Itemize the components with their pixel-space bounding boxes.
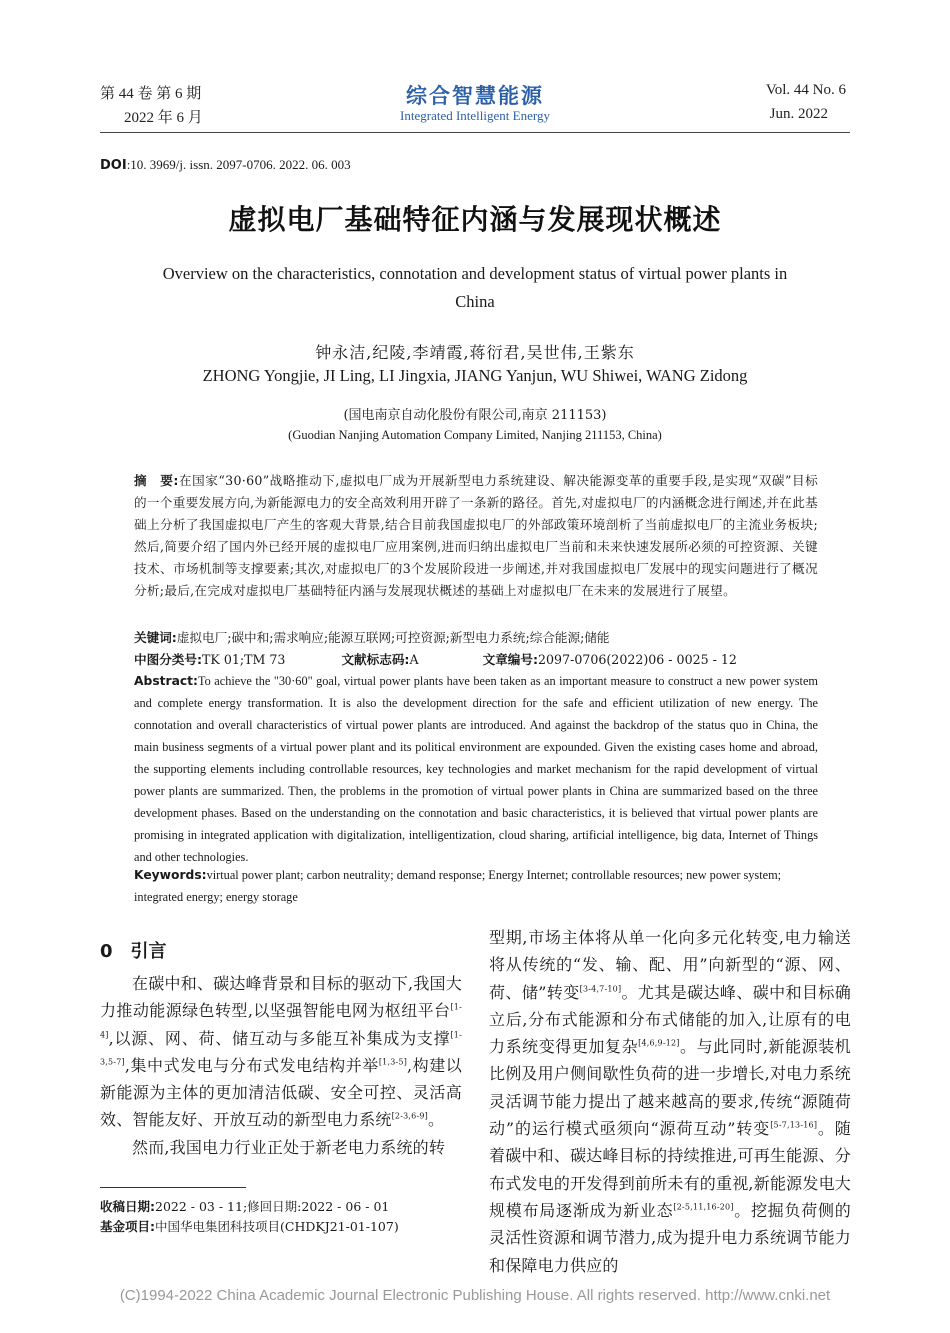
date-en: Jun. 2022 <box>769 106 828 122</box>
date-cn: 2022 年 6 月 <box>124 110 203 126</box>
abstract-en-label: Abstract: <box>134 674 198 688</box>
paper-title-en: Overview on the characteristics, connotation and development status of virtual power plants in China <box>162 264 788 311</box>
keywords-en-label: Keywords: <box>134 868 207 882</box>
text-run: 。与此同时,新能源装机比例及用户侧间歇性负荷的进一步增长,对电力系统灵活调节能力提出了越来越高的要求,传统“源随荷动”的运行模式亟须向“源荷互动”转变 <box>489 1037 851 1139</box>
citation: [4,6,9-12] <box>638 1038 680 1048</box>
article-no-value: 2097-0706(2022)06 - 0025 - 12 <box>538 652 737 667</box>
text-run: 。尤其是碳达峰、碳中和目标确立后,分布式能源和分布式储能的加入,让原有的电力系统变得更加复杂 <box>489 982 851 1057</box>
copyright-footer: (C)1994-2022 China Academic Journal Electronic Publishing House. All rights reserved. http://www.cnki.net <box>119 1287 831 1304</box>
clc-value: TK 01;TM 73 <box>202 652 286 667</box>
clc-label: 中图分类号: <box>134 652 203 667</box>
text-run: 型期,市场主体将从单一化向多元化转变,电力输送将从传统的“发、输、配、用”向新型的“源、网、荷、储”转变 <box>489 928 851 1002</box>
classification-line <box>134 649 818 668</box>
article-no-label: 文章编号: <box>482 652 539 667</box>
footnote-rule <box>100 1187 246 1188</box>
abstract-en-text: To achieve the "30·60" goal, virtual power plants have been taken as an important measure to construct a new power system and complete energy transformation. It is also the development direction for the safe and efficient utilization of new energy. The connotation and overall characteristics of virtual power plants are introduced. And against the backdrop of the status quo in China, the main business segments of a virtual power plant and its political environment are expounded. Given the existing cases home and abroad, the supporting elements including controllable resources, key technologies and market mechanism for the rapid development of virtual power plants are summarized. Then, the problems in the promotion of virtual power plants in China are summarized based on the three development phases. Based on the understanding on the connotation and basic characteristics, it is believed that virtual power plants are promising in integrated application with digitalization, intelligentization, cloud sharing, artificial intelligence, big data, Internet of Things and other technologies. <box>134 674 818 864</box>
text-run: 。随着碳中和、碳达峰目标的持续推进,可再生能源、分布式发电的开发得到前所未有的重视,新能源发电大规模布局逐渐成为新业态 <box>489 1119 852 1220</box>
footnote-dates <box>100 1197 389 1215</box>
abstract-cn <box>134 470 818 602</box>
text-run: 在碳中和、碳达峰背景和目标的驱动下,我国大力推动能源绿色转型,以坚强智能电网为枢纽平台 <box>100 974 462 1021</box>
paragraph <box>489 924 851 1279</box>
volume-issue-cn: 第 44 卷 第 6 期 <box>100 86 202 102</box>
section-number: 0 <box>100 941 113 962</box>
text-run: ,以源、网、荷、储互动与多能互补集成为支撑 <box>108 1028 451 1048</box>
section-heading <box>100 937 185 963</box>
paper-title-cn: 虚拟电厂基础特征内涵与发展现状概述 <box>228 203 722 236</box>
citation: [1-4] <box>100 1002 462 1040</box>
affiliation-en: (Guodian Nanjing Automation Company Limited, Nanjing 211153, China) <box>288 428 662 442</box>
text-run: ,构建以新能源为主体的更加清洁低碳、安全可控、灵活高效、智能友好、开放互动的新型电力系统 <box>100 1055 462 1130</box>
keywords-en <box>134 864 818 908</box>
doi-value: :10. 3969/j. issn. 2097-0706. 2022. 06. 003 <box>126 157 351 172</box>
journal-title-en: Integrated Intelligent Energy <box>400 108 550 123</box>
citation: [1-3,5-7] <box>100 1030 462 1067</box>
body-right-column <box>489 924 851 1279</box>
footnote-fund <box>100 1217 399 1235</box>
text-run: 。挖掘负荷侧的灵活性资源和调节潜力,成为提升电力系统调节能力和保障电力供应的 <box>489 1200 851 1275</box>
dates-value: 2022 - 03 - 11;修回日期:2022 - 06 - 01 <box>155 1199 390 1214</box>
doc-code-value: A <box>409 652 419 667</box>
paragraph <box>100 970 462 1134</box>
authors-cn: 钟永洁,纪陵,李靖霞,蒋衍君,吴世伟,王紫东 <box>315 343 635 362</box>
abstract-cn-text: 在国家“30·60”战略推动下,虚拟电厂成为开展新型电力系统建设、解决能源变革的重要手段,是实现“双碳”目标的一个重要发展方向,为新能源电力的安全高效利用开辟了一条新的路径。首先,对虚拟电厂的内涵概念进行阐述,并在此基础上分析了我国虚拟电厂产生的客观大背景,结合目前我国虚拟电厂的外部政策环境剖析了当前虚拟电厂的主流业务板块;然后,简要介绍了国内外已经开展的虚拟电厂应用案例,进而归纳出虚拟电厂当前和未来快速发展所必须的可控资源、关键技术、市场机制等支撑要素;其次,对虚拟电厂的3个发展阶段进一步阐述,并对我国虚拟电厂发展中的现实问题进行了概况分析;最后,在完成对虚拟电厂基础特征内涵与发展现状概述的基础上对虚拟电厂在未来的发展进行了展望。 <box>134 473 818 598</box>
dates-label: 收稿日期: <box>100 1199 155 1214</box>
authors-en: ZHONG Yongjie, JI Ling, LI Jingxia, JIANG Yanjun, WU Shiwei, WANG Zidong <box>202 366 748 385</box>
text-run: ,集中式发电与分布式发电结构并举 <box>124 1055 379 1075</box>
keywords-cn-label: 关键词: <box>134 630 177 645</box>
fund-label: 基金项目: <box>100 1219 155 1234</box>
body-left-column <box>100 970 462 1161</box>
citation: [5-7,13-16] <box>770 1120 818 1130</box>
affiliation-cn: (国电南京自动化股份有限公司,南京 211153) <box>343 408 607 423</box>
volume-issue-en: Vol. 44 No. 6 <box>765 82 846 98</box>
keywords-cn <box>134 627 818 646</box>
abstract-cn-label: 摘 要: <box>134 473 179 488</box>
section-title: 引言 <box>130 941 167 962</box>
doc-code-label: 文献标志码: <box>341 652 410 667</box>
journal-title-cn: 综合智慧能源 <box>406 83 544 108</box>
citation: [1,3-5] <box>378 1057 408 1067</box>
paragraph: 然而,我国电力行业正处于新老电力系统的转 <box>132 1137 446 1157</box>
abstract-en <box>134 670 818 868</box>
citation: [2-3,6-9] <box>391 1112 428 1122</box>
citation: [2-5,11,16-20] <box>673 1202 734 1212</box>
header-rule <box>100 132 850 133</box>
doi <box>100 157 351 173</box>
fund-value: 中国华电集团科技项目(CHDKJ21-01-107) <box>155 1219 399 1234</box>
citation: [3-4,7-10] <box>579 984 622 994</box>
text-run: 。 <box>427 1110 445 1130</box>
keywords-en-text: virtual power plant; carbon neutrality; demand response; Energy Internet; controllable resources; new power system; integrated energy; energy storage <box>134 868 782 904</box>
doi-label: DOI <box>100 158 127 173</box>
keywords-cn-text: 虚拟电厂;碳中和;需求响应;能源互联网;可控资源;新型电力系统;综合能源;储能 <box>176 630 610 645</box>
